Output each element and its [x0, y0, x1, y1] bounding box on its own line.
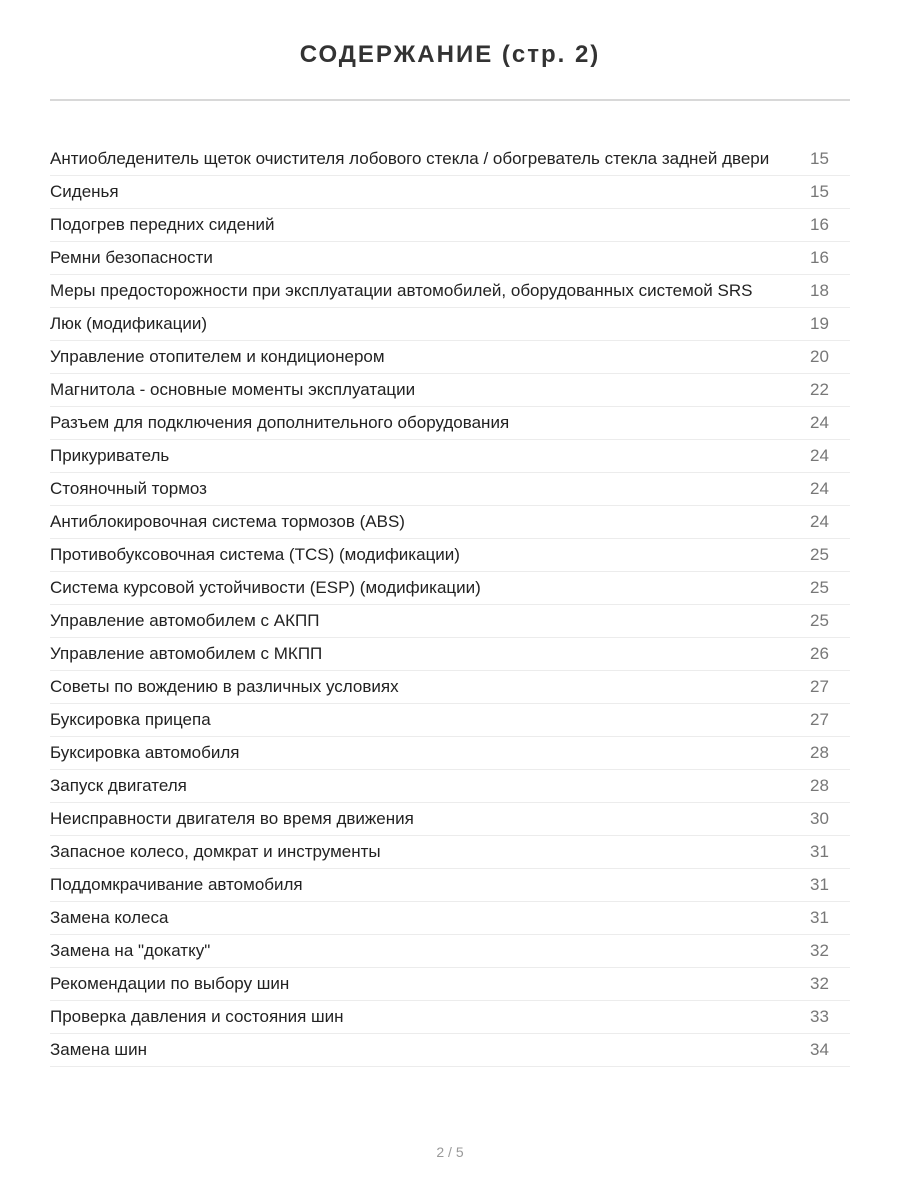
toc-entry[interactable] [50, 440, 850, 473]
toc-entry[interactable] [50, 803, 850, 836]
toc-entry-page-number: 15 [810, 149, 829, 168]
toc-entry[interactable] [50, 242, 850, 275]
toc-entry-page-number: 32 [810, 941, 829, 960]
toc-entry-title: Неисправности двигателя во время движения [50, 809, 414, 828]
toc-entry-page-number: 27 [810, 677, 829, 696]
toc-entry-title: Разъем для подключения дополнительного оборудования [50, 413, 510, 432]
page-title: СОДЕРЖАНИЕ (стр. 2) [299, 41, 601, 68]
toc-entry[interactable] [50, 125, 850, 176]
toc-entry-title: Рекомендации по выбору шин [50, 974, 290, 993]
table-of-contents [50, 125, 850, 1067]
toc-entry-page-number: 34 [810, 1040, 829, 1059]
toc-entry-page-number: 28 [810, 776, 829, 795]
toc-entry-title: Стояночный тормоз [50, 479, 207, 498]
toc-entry-page-number: 22 [810, 380, 829, 399]
toc-entry-page-number: 28 [810, 743, 829, 762]
toc-entry[interactable] [50, 308, 850, 341]
toc-entry-title: Управление автомобилем с АКПП [50, 611, 320, 630]
toc-entry[interactable] [50, 836, 850, 869]
toc-entry-page-number: 16 [810, 248, 829, 267]
toc-entry-page-number: 27 [810, 710, 829, 729]
toc-entry[interactable] [50, 275, 850, 308]
toc-entry-page-number: 24 [810, 413, 829, 432]
toc-entry-page-number: 30 [810, 809, 829, 828]
toc-entry-page-number: 24 [810, 479, 829, 498]
toc-entry-page-number: 31 [810, 908, 829, 927]
toc-entry[interactable] [50, 770, 850, 803]
toc-entry-title: Запасное колесо, домкрат и инструменты [50, 842, 381, 861]
toc-entry-title: Антиобледенитель щеток очистителя лобового стекла / обогреватель стекла задней двери [50, 149, 770, 168]
toc-entry-title: Поддомкрачивание автомобиля [50, 875, 303, 894]
toc-entry-title: Буксировка автомобиля [50, 743, 240, 762]
toc-entry-page-number: 24 [810, 512, 829, 531]
toc-entry-title: Меры предосторожности при эксплуатации автомобилей, оборудованных системой SRS [50, 281, 753, 300]
toc-entry[interactable] [50, 1034, 850, 1067]
toc-entry-title: Запуск двигателя [50, 776, 187, 795]
title-divider [50, 99, 850, 101]
toc-entry[interactable] [50, 935, 850, 968]
toc-entry-page-number: 24 [810, 446, 829, 465]
toc-entry-title: Управление отопителем и кондиционером [50, 347, 385, 366]
toc-entry-title: Противобуксовочная система (TCS) (модификации) [50, 545, 460, 564]
toc-entry-title: Ремни безопасности [50, 248, 213, 267]
toc-entry-title: Подогрев передних сидений [50, 215, 275, 234]
page-indicator: 2 / 5 [436, 1144, 464, 1160]
toc-entry-page-number: 26 [810, 644, 829, 663]
toc-entry-page-number: 25 [810, 545, 829, 564]
toc-entry[interactable] [50, 407, 850, 440]
toc-entry[interactable] [50, 374, 850, 407]
toc-entry-title: Проверка давления и состояния шин [50, 1007, 344, 1026]
toc-entry-title: Советы по вождению в различных условиях [50, 677, 399, 696]
toc-entry[interactable] [50, 539, 850, 572]
toc-entry-page-number: 25 [810, 578, 829, 597]
toc-entry[interactable] [50, 473, 850, 506]
toc-entry[interactable] [50, 506, 850, 539]
toc-entry[interactable] [50, 671, 850, 704]
toc-entry[interactable] [50, 341, 850, 374]
toc-entry-page-number: 31 [810, 875, 829, 894]
toc-entry-page-number: 18 [810, 281, 829, 300]
toc-entry[interactable] [50, 704, 850, 737]
toc-entry-title: Антиблокировочная система тормозов (ABS) [50, 512, 405, 531]
toc-entry-title: Управление автомобилем с МКПП [50, 644, 323, 663]
toc-entry-title: Замена на "докатку" [50, 941, 211, 960]
toc-entry[interactable] [50, 1001, 850, 1034]
toc-entry-page-number: 33 [810, 1007, 829, 1026]
toc-entry-title: Сиденья [50, 182, 119, 201]
toc-entry[interactable] [50, 605, 850, 638]
toc-entry-page-number: 25 [810, 611, 829, 630]
toc-entry-page-number: 19 [810, 314, 829, 333]
toc-entry-page-number: 20 [810, 347, 829, 366]
toc-entry-title: Прикуриватель [50, 446, 170, 465]
toc-entry[interactable] [50, 638, 850, 671]
toc-entry-page-number: 15 [810, 182, 829, 201]
toc-entry-title: Замена колеса [50, 908, 169, 927]
toc-entry[interactable] [50, 572, 850, 605]
toc-entry-title: Магнитола - основные моменты эксплуатации [50, 380, 416, 399]
toc-entry-title: Система курсовой устойчивости (ESP) (модификации) [50, 578, 481, 597]
toc-entry[interactable] [50, 902, 850, 935]
toc-entry-title: Люк (модификации) [50, 314, 208, 333]
toc-entry[interactable] [50, 968, 850, 1001]
toc-entry-title: Замена шин [50, 1040, 147, 1059]
toc-entry-page-number: 31 [810, 842, 829, 861]
toc-entry[interactable] [50, 869, 850, 902]
toc-entry[interactable] [50, 176, 850, 209]
toc-entry-title: Буксировка прицепа [50, 710, 211, 729]
toc-entry-page-number: 32 [810, 974, 829, 993]
toc-entry[interactable] [50, 209, 850, 242]
toc-entry[interactable] [50, 737, 850, 770]
toc-entry-page-number: 16 [810, 215, 829, 234]
